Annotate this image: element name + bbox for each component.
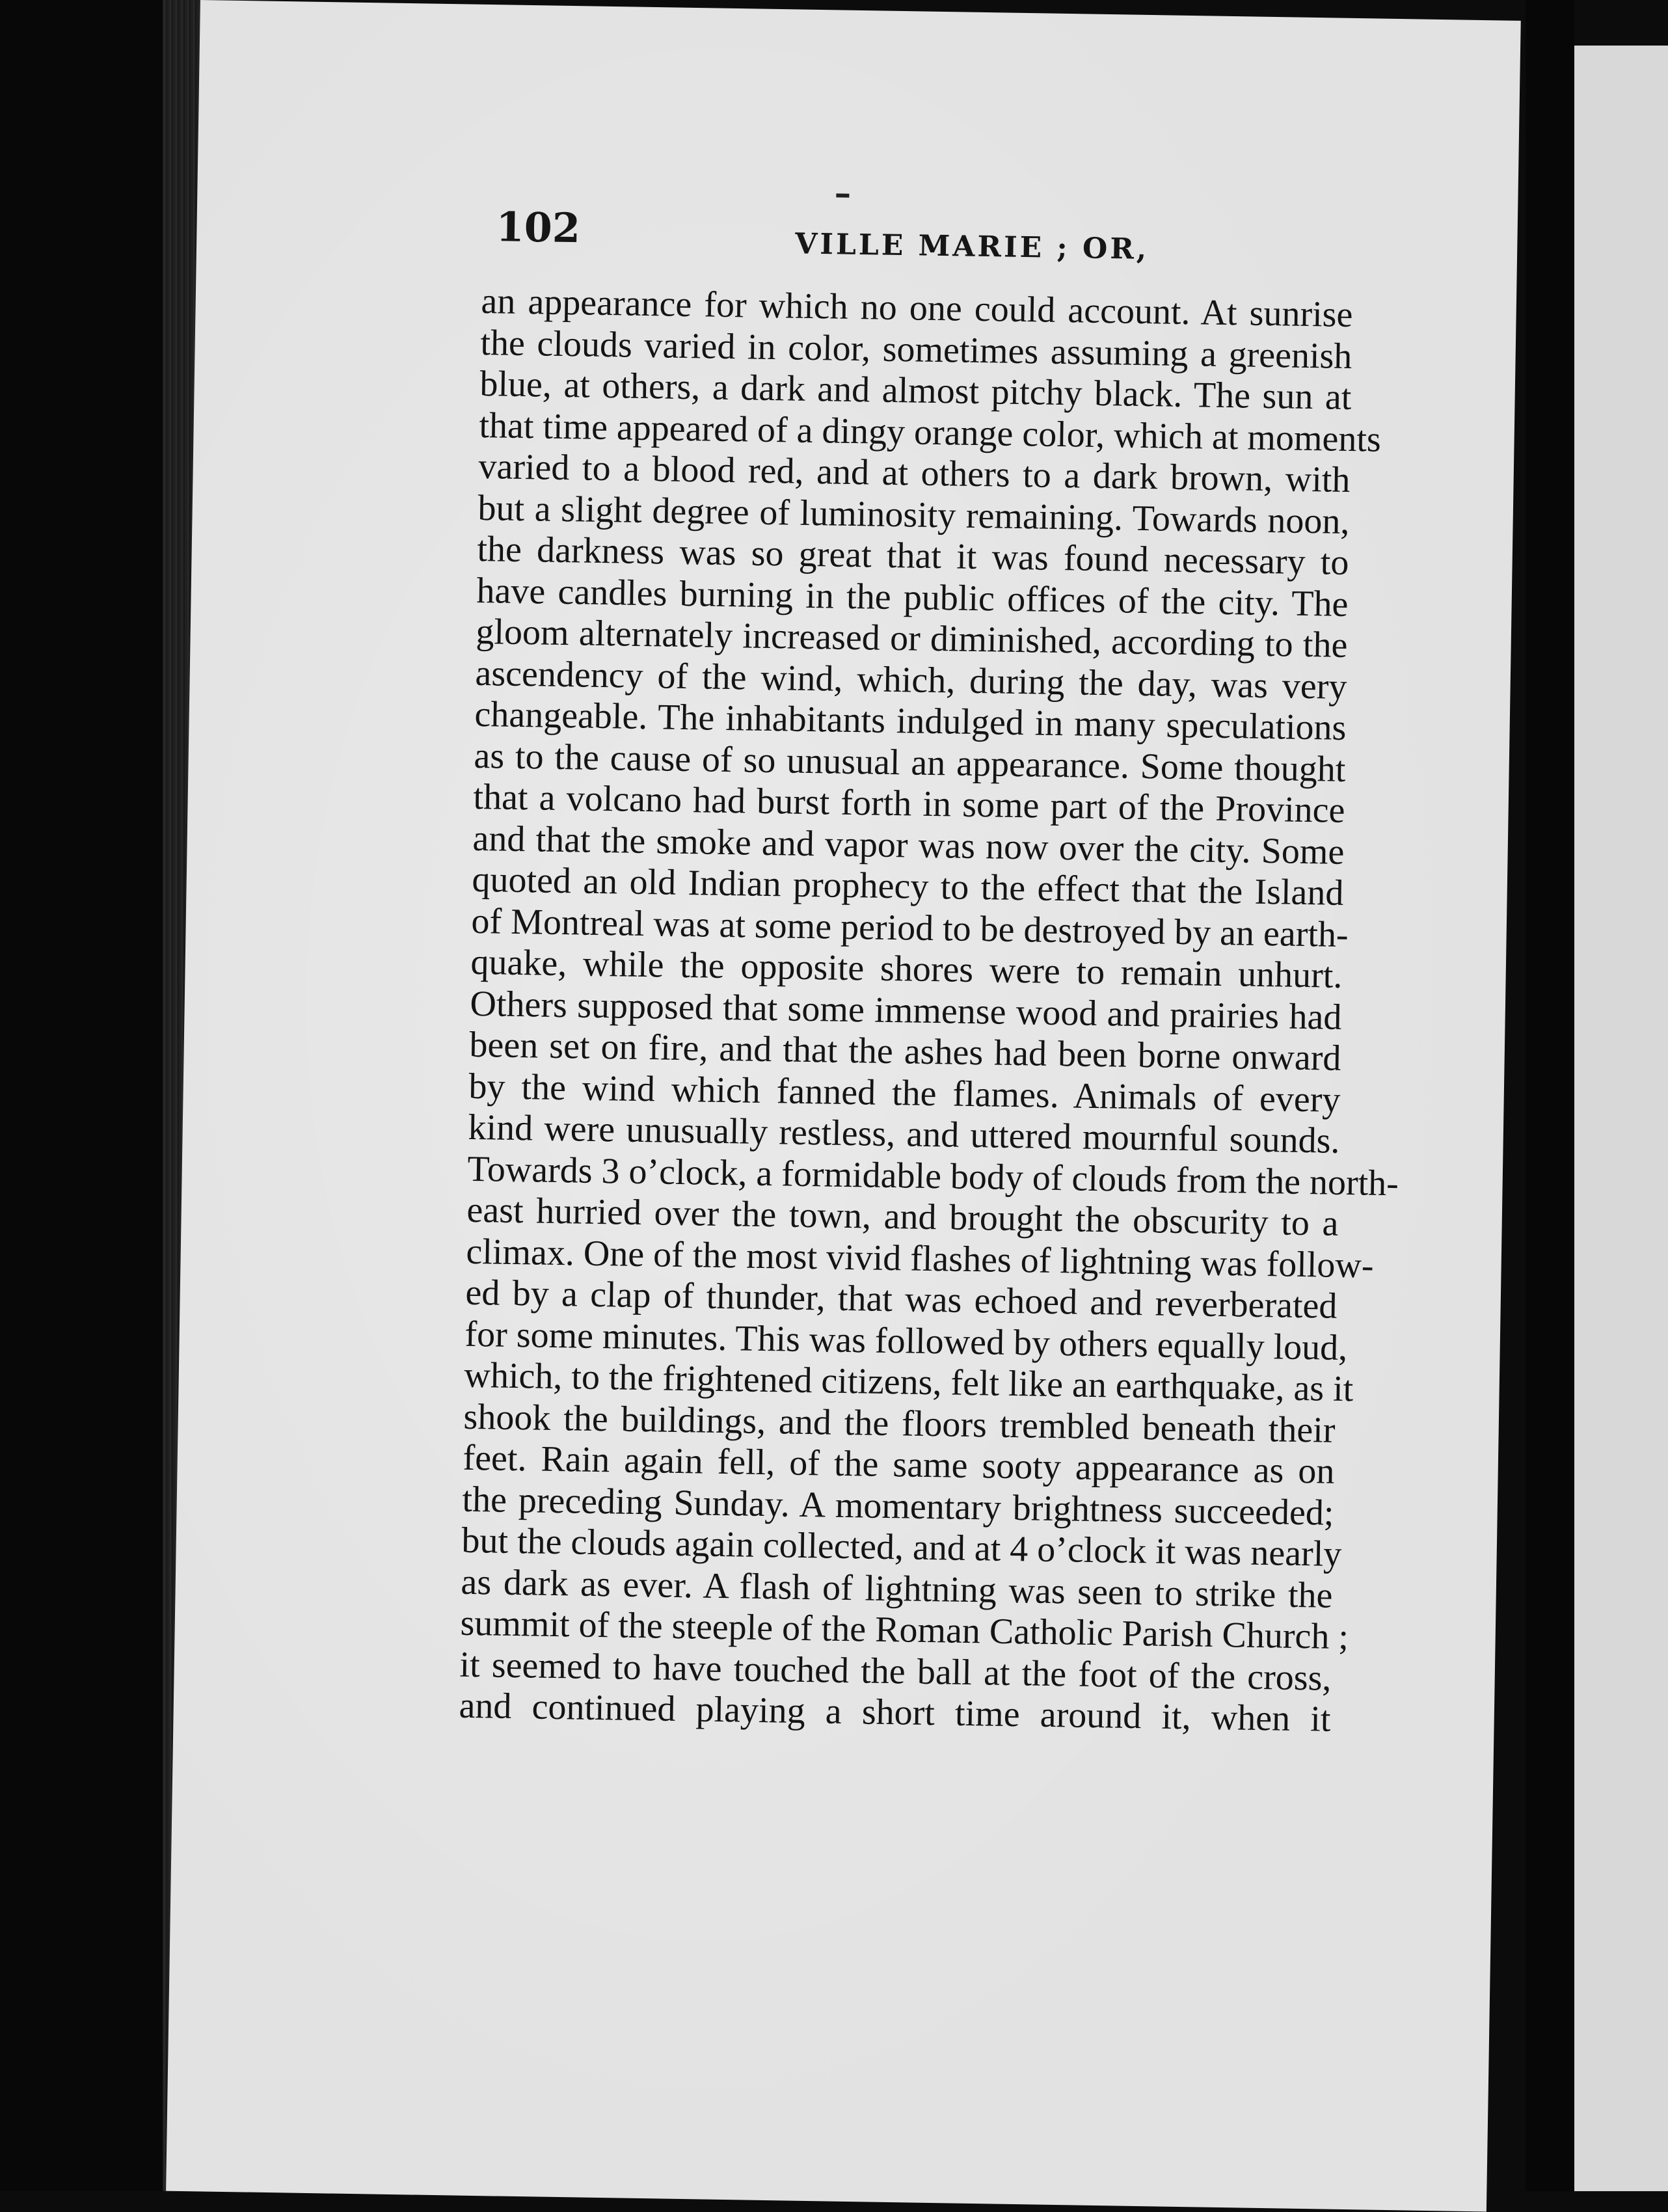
dash-mark	[836, 193, 849, 197]
text-line: the darkness was so great that it was found necessary to	[477, 528, 1349, 583]
text-line: an appearance for which no one could account. At sunrise	[481, 281, 1353, 336]
running-head: VILLE MARIE ; OR,	[794, 227, 1150, 266]
text-line: as to the cause of so unusual an appearance. Some thought	[474, 735, 1346, 790]
text-line: that a volcano had burst forth in some part of the Province	[473, 776, 1345, 831]
text-line: which, to the frightened citizens, felt like an earthquake, as it	[464, 1355, 1354, 1410]
text-line: for some minutes. This was followed by others equally loud,	[464, 1314, 1348, 1368]
text-line: kind were unusually restless, and uttered mournful sounds.	[468, 1107, 1340, 1161]
text-line: been set on fire, and that the ashes had been borne onward	[469, 1024, 1341, 1079]
text-line: that time appeared of a dingy orange color, which at moments	[479, 405, 1382, 460]
text-line: quake, while the opposite shores were to remain unhurt.	[470, 941, 1343, 996]
text-line: and continued playing a short time around it, when it	[459, 1685, 1331, 1740]
background-left	[0, 0, 163, 2191]
text-line: shook the buildings, and the floors trembled beneath their	[463, 1396, 1336, 1451]
text-line: as dark as ever. A flash of lightning was seen to strike the	[461, 1561, 1333, 1616]
text-line: ascendency of the wind, which, during the day, was very	[475, 653, 1347, 707]
facing-page-edge	[1574, 46, 1668, 2191]
text-line: changeable. The inhabitants indulged in many speculations	[474, 694, 1347, 748]
text-line: Others supposed that some immense wood and prairies had	[470, 983, 1342, 1038]
page-number: 102	[496, 203, 581, 252]
text-line: climax. One of the most vivid flashes of lightning was follow-	[466, 1231, 1374, 1286]
text-line: have candles burning in the public offices of the city. The	[476, 570, 1349, 625]
text-line: and that the smoke and vapor was now over the city. Some	[472, 818, 1345, 872]
text-line: it seemed to have touched the ball at the foot of the cross,	[459, 1644, 1332, 1699]
text-line: but a slight degree of luminosity remaining. Towards noon,	[478, 487, 1350, 542]
text-line: ed by a clap of thunder, that was echoed and reverberated	[465, 1272, 1338, 1327]
text-line: but the clouds again collected, and at 4 o’clock it was nearly	[461, 1520, 1342, 1575]
text-line: east hurried over the town, and brought the obscurity to a	[466, 1189, 1339, 1244]
text-line: summit of the steeple of the Roman Catholic Parish Church ;	[460, 1602, 1349, 1658]
text-line: quoted an old Indian prophecy to the effect that the Island	[472, 859, 1344, 913]
text-line: feet. Rain again fell, of the same sooty appearance as on	[463, 1437, 1335, 1492]
text-line: Towards 3 o’clock, a formidable body of clouds from the north-	[467, 1148, 1399, 1204]
body-text	[459, 281, 1399, 1740]
text-line: varied to a blood red, and at others to a dark brown, with	[478, 446, 1351, 501]
text-line: gloom alternately increased or diminished, according to the	[476, 611, 1348, 666]
text-line: of Montreal was at some period to be destroyed by an earth-	[471, 900, 1349, 955]
gutter-shadow	[1526, 0, 1574, 2191]
text-line: by the wind which fanned the flames. Animals of every	[468, 1066, 1341, 1120]
text-line: blue, at others, a dark and almost pitchy black. The sun at	[479, 363, 1352, 418]
text-line: the preceding Sunday. A momentary brightness succeeded;	[462, 1479, 1334, 1533]
text-line: the clouds varied in color, sometimes assuming a greenish	[480, 322, 1352, 377]
